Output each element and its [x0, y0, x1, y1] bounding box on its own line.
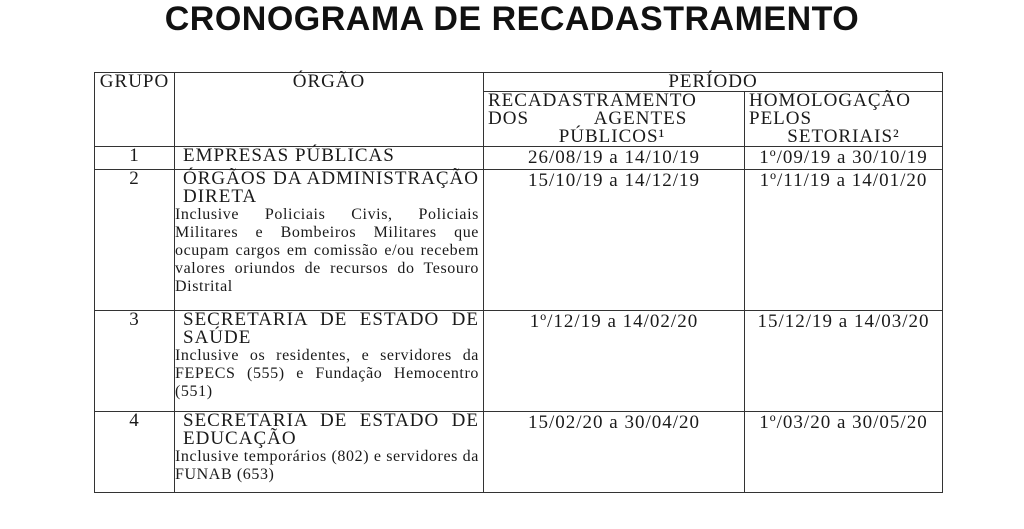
cell-orgao [175, 412, 484, 493]
cell-grupo: 1 [95, 147, 175, 170]
table-row [95, 412, 943, 493]
orgao-note: Inclusive Policiais Civis, Policiais Militares e Bombeiros Militares que ocupam cargos em comissão e/ou recebem valores oriundos de recursos do Tesouro Distrital [175, 206, 479, 295]
header-homologacao-line2: PELOS [749, 108, 813, 129]
orgao-name: SECRETARIA DE ESTADO DE EDUCAÇÃO [183, 410, 479, 449]
cell-recadastramento: 15/02/20 a 30/04/20 [484, 412, 745, 493]
table-row [95, 170, 943, 311]
header-recadastramento-line1: RECADASTRAMENTO [488, 90, 697, 111]
orgao-name: SECRETARIA DE ESTADO DE SAÚDE [183, 309, 479, 348]
cell-orgao [175, 147, 484, 170]
header-orgao: ÓRGÃO [175, 73, 484, 147]
cell-grupo: 2 [95, 170, 175, 311]
schedule-table [94, 72, 943, 493]
cell-orgao [175, 311, 484, 412]
header-recadastramento-line2: DOS AGENTES [488, 108, 688, 129]
table-row [95, 147, 943, 170]
table-row [95, 311, 943, 412]
header-homologacao [745, 92, 943, 147]
cell-orgao [175, 170, 484, 311]
orgao-note: Inclusive os residentes, e servidores da FEPECS (555) e Fundação Hemocentro (551) [175, 347, 479, 400]
header-recadastramento-line3: PÚBLICOS¹ [558, 126, 666, 147]
header-homologacao-line3: SETORIAIS² [787, 126, 900, 147]
cell-recadastramento: 26/08/19 a 14/10/19 [484, 147, 745, 170]
header-row [95, 73, 943, 92]
orgao-note: Inclusive temporários (802) e servidores da FUNAB (653) [175, 448, 479, 483]
header-periodo: PERÍODO [484, 73, 943, 92]
header-recadastramento [484, 92, 745, 147]
orgao-name: ÓRGÃOS DA ADMINISTRAÇÃO DIRETA [183, 168, 479, 207]
cell-recadastramento: 15/10/19 a 14/12/19 [484, 170, 745, 311]
header-homologacao-line1: HOMOLOGAÇÃO [749, 90, 911, 111]
cell-recadastramento: 1º/12/19 a 14/02/20 [484, 311, 745, 412]
cell-grupo: 3 [95, 311, 175, 412]
cell-homologacao: 1º/03/20 a 30/05/20 [745, 412, 943, 493]
page-title: CRONOGRAMA DE RECADASTRAMENTO [164, 0, 860, 38]
cell-homologacao: 15/12/19 a 14/03/20 [745, 311, 943, 412]
cell-grupo: 4 [95, 412, 175, 493]
cell-homologacao: 1º/09/19 a 30/10/19 [745, 147, 943, 170]
orgao-name: EMPRESAS PÚBLICAS [183, 145, 395, 166]
header-grupo: GRUPO [95, 73, 175, 147]
cell-homologacao: 1º/11/19 a 14/01/20 [745, 170, 943, 311]
